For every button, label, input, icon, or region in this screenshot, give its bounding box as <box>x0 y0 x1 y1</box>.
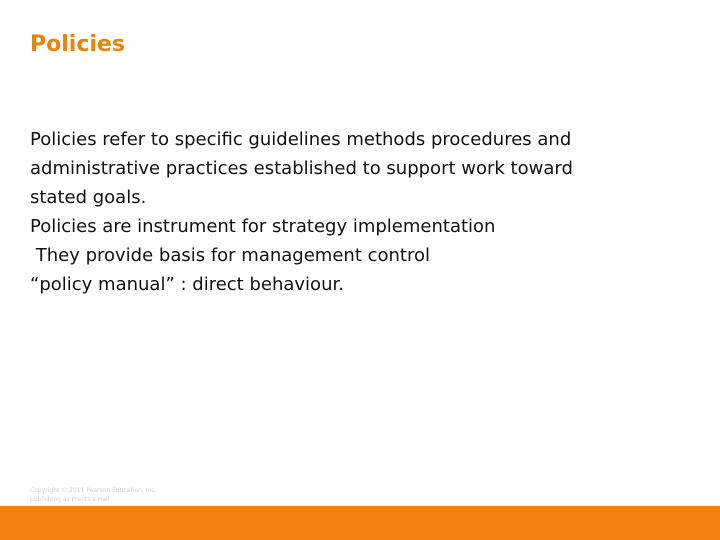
footer-bar <box>0 506 720 540</box>
body-line: administrative practices established to support work toward <box>30 158 573 179</box>
copyright-notice <box>30 486 230 504</box>
slide-title: Policies <box>30 32 125 57</box>
slide-body <box>30 125 690 299</box>
body-line: Policies are instrument for strategy implementation <box>30 216 496 237</box>
body-line: Policies refer to specific guidelines methods procedures and <box>30 129 572 150</box>
body-line: They provide basis for management control <box>30 245 430 266</box>
copyright-line: Copyright © 2011 Pearson Education, Inc. <box>30 487 157 494</box>
copyright-line: publishing as Prentice Hall <box>30 496 110 503</box>
body-line: stated goals. <box>30 187 147 208</box>
body-line: “policy manual” : direct behaviour. <box>30 274 344 295</box>
